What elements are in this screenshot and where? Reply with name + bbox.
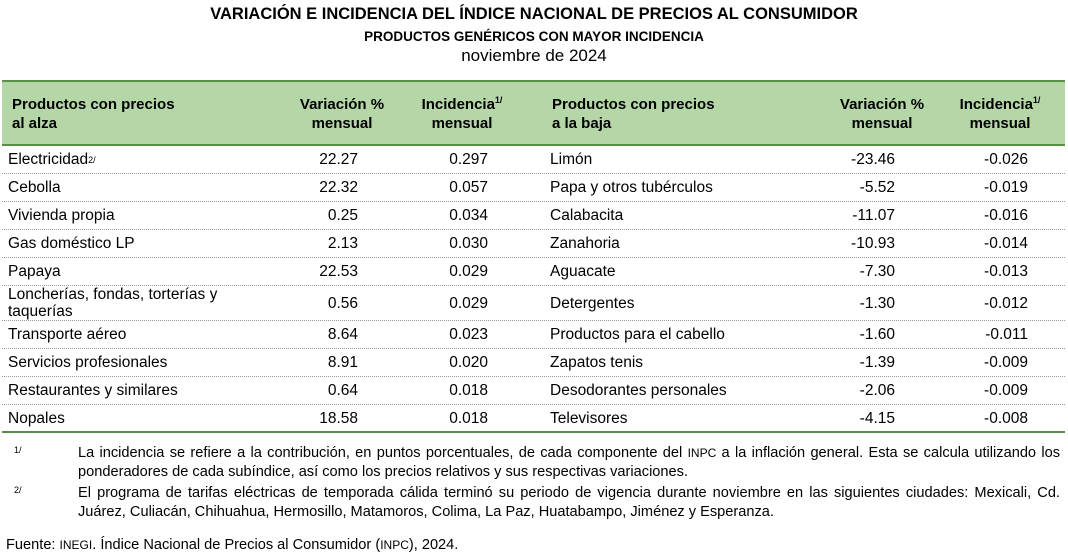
down-incidence: -0.013 xyxy=(984,263,1028,280)
up-variation: 0.64 xyxy=(327,382,358,399)
down-incidence: -0.019 xyxy=(984,179,1028,196)
down-variation: -5.52 xyxy=(859,179,895,196)
header xyxy=(0,4,1068,68)
page-title: VARIACIÓN E INCIDENCIA DEL ÍNDICE NACIONAL DE PRECIOS AL CONSUMIDOR xyxy=(210,5,858,23)
down-product: Papa y otros tubérculos xyxy=(550,179,713,196)
footnote-mark: 2/ xyxy=(14,485,22,495)
table-row xyxy=(2,230,1065,258)
down-variation: -1.39 xyxy=(859,354,895,371)
up-incidence: 0.034 xyxy=(449,207,488,224)
down-variation: -4.15 xyxy=(859,409,895,427)
down-variation: -2.06 xyxy=(859,382,895,399)
down-incidence: -0.011 xyxy=(985,326,1028,343)
down-variation: -23.46 xyxy=(851,151,895,168)
down-incidence: -0.026 xyxy=(984,151,1028,168)
source-line: Fuente: INEGI. Índice Nacional de Precios al Consumidor (INPC), 2024. xyxy=(6,537,459,553)
down-incidence: -0.014 xyxy=(984,235,1028,252)
up-variation: 2.13 xyxy=(327,235,358,252)
up-incidence: 0.020 xyxy=(449,354,488,371)
up-incidence: 0.029 xyxy=(449,294,488,312)
up-product: Cebolla xyxy=(8,179,61,196)
down-incidence: -0.009 xyxy=(984,382,1028,399)
up-product: Nopales xyxy=(8,409,65,427)
period-label: noviembre de 2024 xyxy=(461,46,607,65)
up-variation: 22.32 xyxy=(319,179,358,196)
footnote-mark: 1/ xyxy=(14,445,22,455)
up-variation: 22.27 xyxy=(319,151,358,168)
table-row xyxy=(2,349,1065,377)
up-variation: 0.25 xyxy=(327,207,358,224)
table-row xyxy=(2,286,1065,321)
down-incidence: -0.016 xyxy=(984,207,1028,224)
col-down-product: Productos con precios a la baja xyxy=(552,96,715,132)
incidence-table xyxy=(2,80,1065,433)
up-variation: 8.64 xyxy=(327,326,358,343)
up-incidence: 0.023 xyxy=(449,326,488,343)
down-product: Zapatos tenis xyxy=(550,354,644,371)
up-incidence: 0.297 xyxy=(449,151,488,168)
table-row xyxy=(2,202,1065,230)
down-product: Aguacate xyxy=(550,263,616,280)
table-row xyxy=(2,405,1065,433)
table-row xyxy=(2,377,1065,405)
up-product: Restaurantes y similares xyxy=(8,382,178,399)
table-row xyxy=(2,146,1065,174)
up-incidence: 0.030 xyxy=(449,235,488,252)
down-incidence: -0.012 xyxy=(984,294,1028,312)
footnote-1: 1/ La incidencia se refiere a la contribución, en puntos porcentuales, de cada componente del INPC a la inflación general. Esta se calcula utilizando los ponderadores de cada subíndice, así como los precios relativos y sus respectivas variaciones. xyxy=(14,445,1060,480)
down-product: Calabacita xyxy=(550,207,624,224)
down-incidence: -0.009 xyxy=(984,354,1028,371)
down-product: Televisores xyxy=(550,409,628,427)
up-variation: 8.91 xyxy=(327,354,358,371)
down-variation: -7.30 xyxy=(859,263,895,280)
col-up-variation: Variación % mensual xyxy=(299,96,385,132)
up-incidence: 0.057 xyxy=(449,179,488,196)
up-incidence: 0.018 xyxy=(449,409,488,427)
down-variation: -1.30 xyxy=(859,294,895,312)
down-incidence: -0.008 xyxy=(984,409,1028,427)
up-incidence: 0.018 xyxy=(449,382,488,399)
up-variation: 0.56 xyxy=(327,294,358,312)
table-header xyxy=(2,80,1065,146)
up-variation: 18.58 xyxy=(319,409,358,427)
table-row xyxy=(2,174,1065,202)
page-subtitle: PRODUCTOS GENÉRICOS CON MAYOR INCIDENCIA xyxy=(364,29,704,44)
footnotes xyxy=(0,444,1068,524)
down-variation: -10.93 xyxy=(851,235,895,252)
col-down-incidence: Incidencia$^{1/}$ mensual xyxy=(959,95,1041,132)
up-product: Servicios profesionales xyxy=(8,354,168,371)
up-product: Loncherías, fondas, torterías y taquerías xyxy=(8,286,218,320)
up-product: Transporte aéreo xyxy=(8,326,127,343)
down-product: Detergentes xyxy=(550,294,635,312)
down-product: Productos para el cabello xyxy=(550,326,725,343)
table-row xyxy=(2,258,1065,286)
down-product: Limón xyxy=(550,151,593,168)
up-product: Vivienda propia xyxy=(8,207,115,224)
down-variation: -11.07 xyxy=(852,207,895,224)
down-product: Desodorantes personales xyxy=(550,382,727,399)
up-incidence: 0.029 xyxy=(449,263,488,280)
footnote-2: 2/ El programa de tarifas eléctricas de temporada cálida terminó su periodo de vigencia durante noviembre en las siguientes ciudades: Mexicali, Cd. Juárez, Culiacán, Chihuahua, Hermosillo, Matamoros, Colima, La Paz, Huatabampo, Jiménez y Esperanza. xyxy=(14,485,1060,520)
down-product: Zanahoria xyxy=(550,235,620,252)
col-down-variation: Variación % mensual xyxy=(839,96,925,132)
down-variation: -1.60 xyxy=(859,326,895,343)
col-up-product: Productos con precios al alza xyxy=(12,96,175,132)
col-up-incidence: Incidencia$^{1/}$ mensual xyxy=(421,95,503,132)
up-product: Gas doméstico LP xyxy=(8,235,135,252)
up-product: Papaya xyxy=(8,263,61,280)
table-row xyxy=(2,321,1065,349)
up-product: Electricidad 2/ xyxy=(8,151,96,168)
up-variation: 22.53 xyxy=(319,263,358,280)
